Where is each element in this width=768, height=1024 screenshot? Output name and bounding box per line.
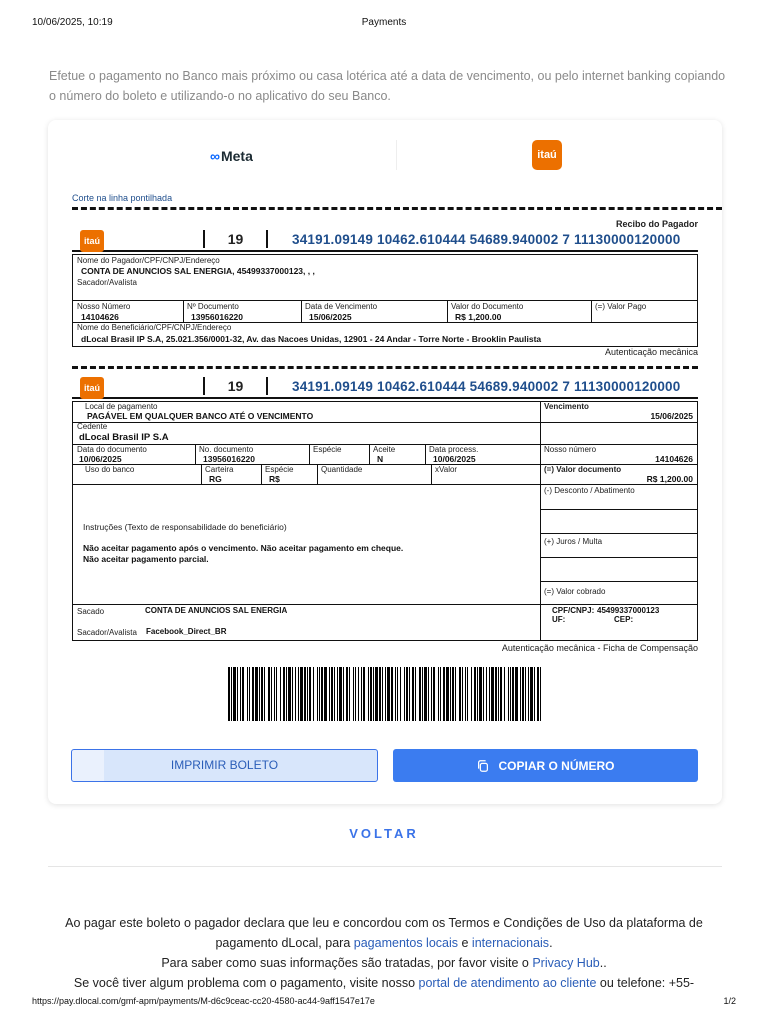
nosso-numero-value: 14104626 (81, 312, 119, 322)
recibo-line-row (72, 230, 698, 252)
valor-pago-label: (=) Valor Pago (595, 302, 647, 311)
divider (73, 422, 697, 423)
especie2-label: Espécie (265, 465, 294, 474)
divider (540, 509, 697, 510)
barcode (228, 667, 542, 721)
print-footer (32, 996, 736, 1008)
recibo-title: Recibo do Pagador (615, 219, 698, 229)
divider (73, 484, 697, 485)
divider (591, 300, 592, 322)
print-url: https://pay.dlocal.com/gmf-apm/payments/M-d6c9ceac-cc20-4580-ac44-9aff1547e17e (32, 996, 375, 1006)
valor-doc-label: (=) Valor documento (544, 465, 622, 474)
especie-label: Espécie (313, 445, 342, 454)
divider (73, 300, 697, 301)
digitable-line: 34191.09149 10462.610444 54689.940002 7 11130000120000 (292, 232, 681, 247)
itau-logo: itaú (532, 140, 562, 170)
local-payments-link[interactable]: pagamentos locais (353, 936, 458, 950)
bank-code: 19 (203, 230, 268, 248)
beneficiario-label: Nome do Beneficiário/CPF/CNPJ/Endereço (77, 323, 232, 332)
pagador-value: CONTA DE ANUNCIOS SAL ENERGIA, 45499337000123, , , (81, 266, 315, 276)
back-button[interactable]: VOLTAR (349, 826, 419, 841)
aceite-value: N (377, 454, 384, 464)
divider (201, 464, 202, 484)
brand-divider (396, 140, 397, 170)
especie2-value: R$ (269, 474, 280, 484)
documento-value: 13956016220 (191, 312, 244, 322)
documento-label: Nº Documento (187, 302, 239, 311)
divider (431, 464, 432, 484)
divider (48, 866, 722, 867)
footer-line3: Se você tiver algum problema com o pagamento, visite nosso (73, 976, 416, 990)
instrucoes-line-1: Não aceitar pagamento após o vencimento. Não aceitar pagamento em cheque. (83, 543, 404, 553)
recibo-table (72, 254, 698, 347)
nosso-numero-label: Nosso Número (77, 302, 131, 311)
carteira-label: Carteira (205, 465, 234, 474)
carteira-value: RG (209, 474, 222, 484)
brand-row (68, 140, 702, 180)
local-label: Local de pagamento (85, 402, 158, 411)
sacado-value: CONTA DE ANUNCIOS SAL ENERGIA (145, 606, 288, 615)
cut-line-2 (72, 366, 698, 369)
divider (540, 533, 697, 534)
recibo-autenticacao: Autenticação mecânica (604, 347, 698, 357)
sacado-label: Sacado (77, 607, 105, 616)
vencimento-value: 15/06/2025 (650, 411, 693, 421)
footer-line2-end: .. (599, 956, 607, 970)
cpf-value: 45499337000123 (597, 606, 660, 615)
cpf-label: CPF/CNPJ: (552, 606, 595, 615)
ficha-autenticacao: Autenticação mecânica - Ficha de Compensação (501, 643, 698, 653)
cedente-value: dLocal Brasil IP S.A (79, 432, 169, 443)
data-process-value: 10/06/2025 (433, 454, 476, 464)
data-process-label: Data process. (429, 445, 479, 454)
corte-label: Corte na linha pontilhada (72, 193, 173, 203)
uso-banco-label: Uso do banco (85, 465, 135, 474)
bank-code: 19 (203, 377, 268, 395)
divider (301, 300, 302, 322)
copy-number-button[interactable] (393, 749, 698, 782)
copy-number-label: COPIAR O NÚMERO (498, 758, 615, 773)
valor-doc-label: Valor do Documento (451, 302, 524, 311)
divider (73, 604, 697, 605)
xvalor-label: xValor (435, 465, 458, 474)
intro-text: Efetue o pagamento no Banco mais próximo ou casa lotérica até a data de vencimento, ou pelo internet banking copiando o número do boleto e utilizando-o no aplicativo do seu Banco. (49, 69, 726, 103)
meta-logo-text: Meta (220, 148, 253, 164)
divider (425, 444, 426, 464)
no-doc-value: 13956016220 (203, 454, 256, 464)
valor-cobrado-label: (=) Valor cobrado (544, 587, 606, 596)
data-doc-value: 10/06/2025 (79, 454, 122, 464)
uf-label: UF: (552, 615, 566, 624)
support-portal-link[interactable]: portal de atendimento ao cliente (418, 976, 597, 990)
boleto-card (48, 120, 722, 804)
nosso-numero-label: Nosso número (544, 445, 597, 454)
cep-label: CEP: (614, 615, 634, 624)
divider (540, 581, 697, 582)
valor-doc-value: R$ 1,200.00 (455, 312, 502, 322)
footer-and: e (461, 936, 469, 950)
itau-logo-small: itaú (80, 377, 104, 399)
print-page-number: 1/2 (723, 996, 736, 1006)
print-title: Payments (361, 17, 407, 28)
itau-logo-small: itaú (80, 230, 104, 252)
local-value: PAGÁVEL EM QUALQUER BANCO ATÉ O VENCIMENTO (87, 411, 314, 421)
vencimento-label: Data de Vencimento (305, 302, 378, 311)
divider (309, 444, 310, 464)
meta-logo (210, 148, 253, 164)
divider (540, 557, 697, 558)
vencimento-value: 15/06/2025 (309, 312, 352, 322)
desconto-label: (-) Desconto / Abatimento (544, 486, 635, 495)
no-doc-label: No. documento (199, 445, 254, 454)
juros-label: (+) Juros / Multa (544, 537, 603, 546)
cedente-label: Cedente (77, 422, 108, 431)
divider (183, 300, 184, 322)
divider (369, 444, 370, 464)
digitable-line: 34191.09149 10462.610444 54689.940002 7 11130000120000 (292, 379, 681, 394)
divider (261, 464, 262, 484)
divider (195, 444, 196, 464)
sacador-label: Sacador/Avalista (77, 278, 137, 287)
print-date: 10/06/2025, 10:19 (32, 17, 113, 28)
pagador-label: Nome do Pagador/CPF/CNPJ/Endereço (77, 256, 220, 265)
footer-line2: Para saber como suas informações são tratadas, por favor visite o (161, 956, 529, 970)
beneficiario-value: dLocal Brasil IP S.A, 25.021.356/0001-32, Av. das Nacoes Unidas, 12901 - 24 Andar - Torre Norte - Brooklin Paulista (81, 334, 542, 344)
ficha-line-row (72, 377, 698, 399)
print-boleto-button[interactable]: IMPRIMIR BOLETO (71, 749, 378, 782)
vencimento-label: Vencimento (544, 402, 589, 411)
ficha-table (72, 401, 698, 641)
footer-line3-end: ou telefone: +55- (599, 976, 695, 990)
footer-line1: Ao pagar este boleto o pagador declara que leu e concordou com os Termos e Condições de Uso da plataforma de pagamento dLocal, para (65, 916, 703, 950)
international-link[interactable]: internacionais (471, 936, 550, 950)
divider (447, 300, 448, 322)
divider (317, 464, 318, 484)
sacador-value: Facebook_Direct_BR (146, 627, 227, 636)
print-header (32, 17, 736, 29)
quantidade-label: Quantidade (321, 465, 363, 474)
privacy-hub-link[interactable]: Privacy Hub (532, 956, 600, 970)
aceite-label: Aceite (373, 445, 396, 454)
instrucoes-label: Instruções (Texto de responsabilidade do beneficiário) (83, 522, 287, 532)
cut-line (72, 207, 722, 210)
instrucoes-line-2: Não aceitar pagamento parcial. (83, 554, 209, 564)
valor-doc-value: R$ 1,200.00 (646, 474, 693, 484)
footer-period: . (549, 936, 553, 950)
meta-infinity-icon: ∞ (210, 148, 219, 164)
sacador-label: Sacador/Avalista (77, 628, 137, 637)
footer-text (40, 913, 728, 993)
data-doc-label: Data do documento (77, 445, 147, 454)
copy-icon (476, 759, 490, 773)
nosso-numero-value: 14104626 (655, 454, 693, 464)
